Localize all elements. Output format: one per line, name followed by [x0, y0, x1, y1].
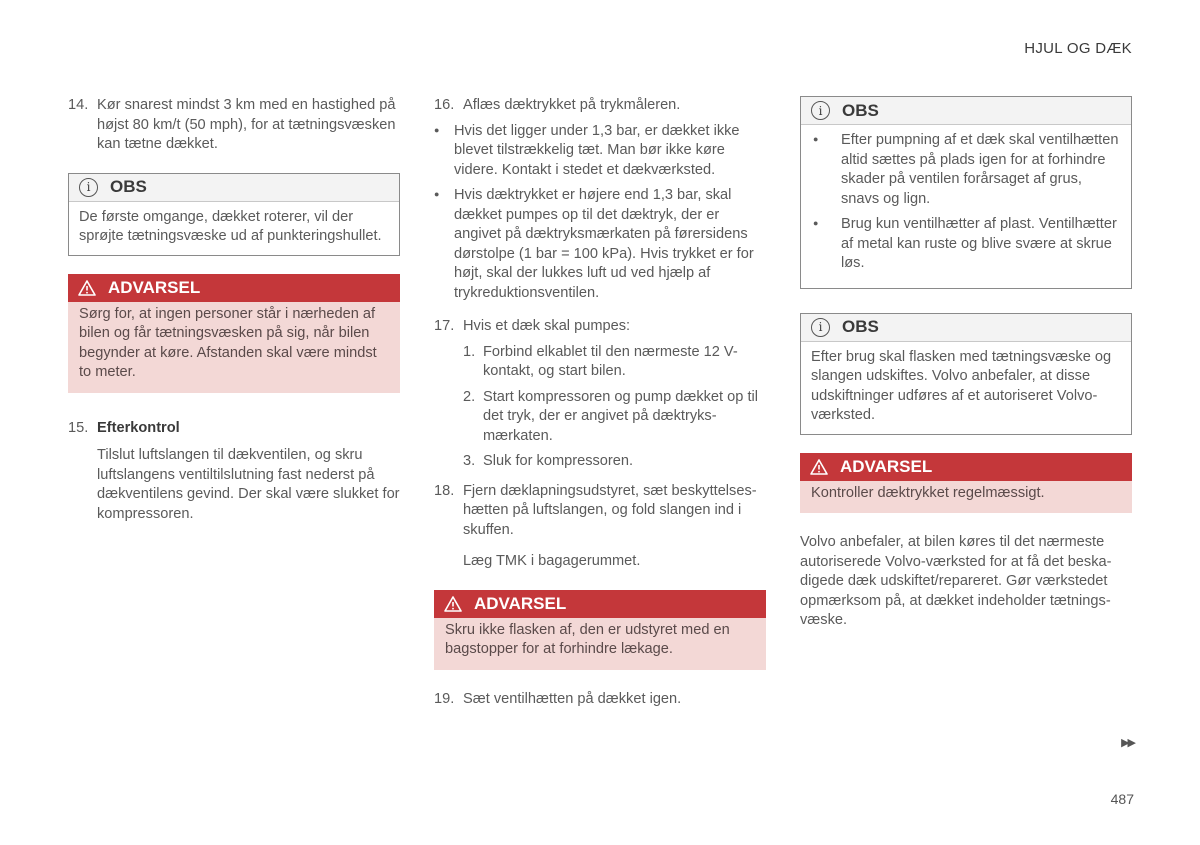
- obs-box: [800, 313, 1132, 435]
- step-18: [434, 482, 766, 541]
- step-text: Fjern dæklapningsudstyret, sæt beskyttelseshætten på luftslangen, og fold slangen ind i skuffen.: [463, 482, 757, 538]
- list-item: 3. Sluk for kompressoren.: [463, 453, 634, 469]
- step-number: 14.: [68, 97, 89, 113]
- warning-title: ADVARSEL: [474, 593, 567, 613]
- step-15: [68, 419, 400, 439]
- warning-text: Sørg for, at ingen personer står i nærheden af bilen og får tætningsvæsken på sig, når bilen begynder at køre. Afstanden skal være mindst to meter.: [79, 305, 377, 380]
- warning-triangle-icon: [78, 280, 96, 296]
- obs-box: [800, 96, 1132, 289]
- info-icon: i: [811, 318, 830, 337]
- obs-title: OBS: [842, 100, 879, 120]
- step-19: [434, 690, 766, 710]
- list-item: 2. Start kompressoren og pump dækket op til det tryk, der er angivet på dæktryksmærkaten.: [463, 388, 758, 444]
- warning-title: ADVARSEL: [840, 456, 933, 476]
- warning-box: [68, 274, 400, 393]
- warning-box: [800, 453, 1132, 514]
- bullet-icon: [811, 215, 841, 274]
- step-text: Sæt ventilhætten på dækket igen.: [463, 690, 682, 707]
- column-2: [434, 96, 766, 721]
- column-1: [68, 96, 400, 536]
- step-17-substeps: [434, 343, 766, 472]
- step-number: 17.: [434, 318, 455, 334]
- obs-text: Efter brug skal flasken med tætningsvæske og slangen udskiftes. Volvo anbefaler, at disse udskiftninger udføres af et autoriseret Volvo-værksted.: [811, 348, 1112, 423]
- page-number: 487: [1110, 791, 1134, 807]
- step-title: Efterkontrol: [97, 419, 180, 436]
- step-16: [434, 96, 766, 116]
- step-text: Aflæs dæktrykket på trykmåleren.: [463, 97, 681, 113]
- warning-text: Skru ikke flasken af, den er udstyret med en bagstopper for at forhindre lækage.: [445, 621, 730, 657]
- step-number: 15.: [68, 419, 89, 436]
- obs-title: OBS: [842, 317, 879, 337]
- column-3: [800, 96, 1132, 631]
- info-icon: i: [811, 101, 830, 120]
- obs-text: De første omgange, dækket roterer, vil der sprøjte tætningsvæske ud af punkteringshullet.: [79, 208, 382, 244]
- bullet-icon: [434, 122, 454, 181]
- list-item: ● Brug kun ventilhætter af plast. Ventilhætter af metal kan ruste og blive svære at skrue løs.: [811, 215, 1121, 274]
- step-17: [434, 317, 766, 337]
- warning-header: [800, 453, 1132, 481]
- step-number: 18.: [434, 482, 455, 499]
- obs-header: [69, 174, 399, 202]
- warning-header: [434, 590, 766, 618]
- step-18-extra: Læg TMK i bagagerummet.: [463, 553, 641, 569]
- page-header-title: HJUL OG DÆK: [1024, 40, 1132, 57]
- step-15-text: Tilslut luftslangen til dækventilen, og skru luftslangens ventiltilslutning fast nederst på dækventilens gevind. Der skal være slukket for kompressoren.: [97, 447, 400, 522]
- obs-bullets: [811, 131, 1121, 274]
- warning-triangle-icon: [810, 459, 828, 475]
- step-16-bullets: [434, 122, 766, 304]
- obs-header: [801, 97, 1131, 125]
- warning-title: ADVARSEL: [108, 277, 201, 297]
- obs-box: [68, 173, 400, 256]
- obs-header: [801, 314, 1131, 342]
- fast-forward-icon: ▶▶: [1121, 737, 1134, 749]
- step-text: Kør snarest mindst 3 km med en hastighed på højst 80 km/t (50 mph), for at tætningsvæsken kan tætne dækket.: [97, 97, 396, 152]
- info-icon: i: [79, 178, 98, 197]
- step-number: 16.: [434, 97, 455, 113]
- list-item: ● Efter pumpning af et dæk skal ventilhætten altid sættes på plads igen for at forhindre skader på ventilen forårsaget af grus, snavs og lign.: [811, 131, 1121, 209]
- warning-triangle-icon: [444, 596, 462, 612]
- warning-text: Kontroller dæktrykket regelmæssigt.: [811, 484, 1045, 501]
- step-14: [68, 96, 400, 155]
- warning-header: [68, 274, 400, 302]
- list-item: ● Hvis det ligger under 1,3 bar, er dækket ikke blevet tilstrækkelig tæt. Man bør ikke køre videre. Kontakt i stedet et dækværksted.: [434, 122, 766, 181]
- obs-body: [801, 125, 1131, 288]
- closing-paragraph: Volvo anbefaler, at bilen køres til det nærmeste autoriserede Volvo-værksted for at få det beskadigede dæk udskiftet/repareret. Gør værkstedet opmærksom på, at dækket indeholder tætningsvæske.: [800, 534, 1112, 628]
- step-number: 19.: [434, 690, 455, 707]
- list-item: ● Hvis dæktrykket er højere end 1,3 bar, skal dækket pumpes op til det dæktryk, der er angivet på dæktryksmærkaten på førersidens dørstolpe (1 bar = 100 kPa). Hvis trykket er for højt, skal der lukkes luft ud ved hjælp af trykreduktionsventilen.: [434, 186, 766, 303]
- step-text: Hvis et dæk skal pumpes:: [463, 318, 631, 334]
- bullet-icon: [434, 186, 454, 303]
- warning-box: [434, 590, 766, 670]
- list-item: 1. Forbind elkablet til den nærmeste 12 V-kontakt, og start bilen.: [463, 343, 738, 379]
- obs-title: OBS: [110, 177, 147, 197]
- bullet-icon: [811, 131, 841, 209]
